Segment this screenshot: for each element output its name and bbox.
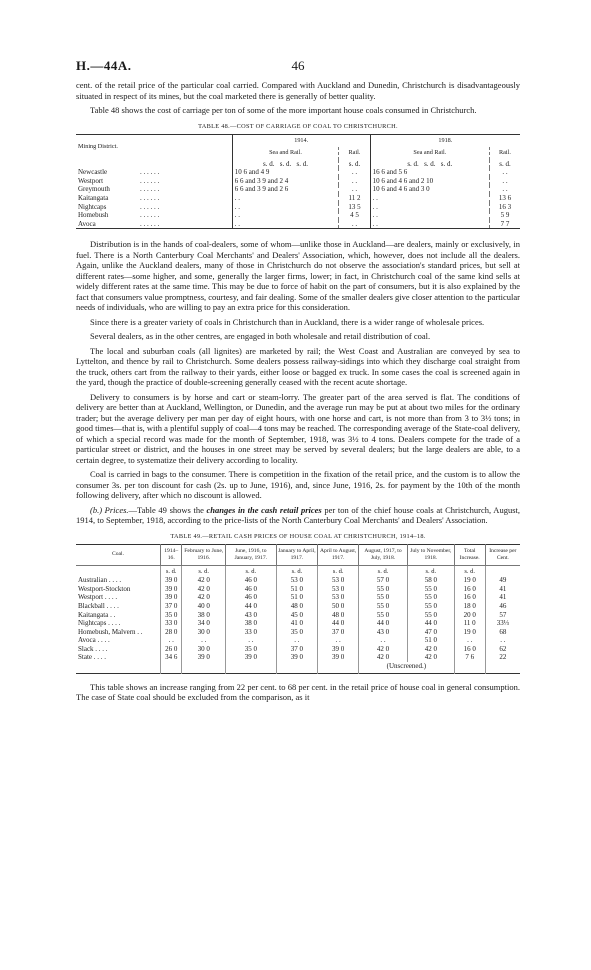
table49-cell: 18 0: [454, 602, 485, 611]
table49-cell: 35 0: [276, 628, 318, 637]
table49-cell: 33 0: [161, 619, 182, 628]
table49-cell: 42 0: [407, 653, 454, 662]
table48-cell-r14: . .: [339, 220, 370, 229]
table49-col-header: 1914–16.: [161, 544, 182, 565]
table49-unscreened-note: (Unscreened.): [359, 662, 455, 673]
table49-cell: . .: [485, 636, 520, 645]
table49-header-row: [76, 544, 520, 565]
table49-col-header: August, 1917, to July, 1918.: [359, 544, 408, 565]
table49-cell: 39 0: [161, 593, 182, 602]
table48-row: [76, 177, 520, 186]
table48-cell-r18: 16 3: [489, 203, 520, 212]
table49-cell: 55 0: [407, 611, 454, 620]
table49-cell: 53 0: [276, 576, 318, 585]
prices-label: (b.) Prices.: [90, 504, 129, 515]
report-code: H.—44A.: [76, 58, 132, 73]
table48-cell-sr18: . .: [370, 211, 489, 220]
table48-cell-r14: 13 5: [339, 203, 370, 212]
table49-cell: 48 0: [276, 602, 318, 611]
table49-cell: 33 0: [226, 628, 277, 637]
table49-cell: 35 0: [161, 611, 182, 620]
table49-cell: 34 0: [182, 619, 226, 628]
table49-cell: 43 0: [226, 611, 277, 620]
bags-paragraph: Coal is carried in bags to the consumer. There is competition in the fixation of the retail price, and the custom is to allow the consumer 3s. per ton discount for cash (2s. up to June, 1916), and, since June, 1916, 2s. for payment by the 10th of the month following delivery, after which no discount is allowed.: [76, 469, 520, 501]
table49-col-header: July to November, 1918.: [407, 544, 454, 565]
table49-coal-name: Westport . . . .: [78, 593, 118, 602]
distribution-paragraph: Distribution is in the hands of coal-dealers, some of whom—unlike those in Auckland—are dealers, mainly or exclusively, in fuel. There is a North Canterbury Coal Merchants' and Dealers' Association, which, however, does not include all the dealers. Again, unlike the Auckland dealers, many of those in Christchurch do not observe the association's standard prices, but sell at different rates—some higher, and some, generally the larger firms, lower; in fact, in Christchurch coal of the same kind sells at widely different rates at the same time. This may be due to force of habit on the part of consumers, but it is also explained by the fact that consumers value promptness, courtesy, and fair dealing. Some of the smaller dealers give closer attention to the particular needs of individuals, who are willing to pay an extra price for this consideration.: [76, 239, 520, 313]
table48-year-1914: 1914.: [232, 134, 370, 147]
table49-col-header: Total Increase.: [454, 544, 485, 565]
table49-cell: 35 0: [226, 645, 277, 654]
table49-cell: . .: [276, 636, 318, 645]
table49-row: [76, 628, 520, 637]
table49-cell: 39 0: [318, 653, 359, 662]
table48-district-name: Newcastle . . . . . .: [78, 168, 160, 177]
page-number: 46: [291, 58, 305, 73]
table48-cell-sr18: . .: [370, 220, 489, 229]
table48-unit-row: s. d. s. d. s. d. s. d. s. d. s. d. s. d. s. d.: [76, 160, 520, 169]
closing-paragraph: This table shows an increase ranging from 22 per cent. to 68 per cent. in the retail price of house coal in general consumption. The case of State coal should be excluded from the comparison, as it: [76, 681, 520, 703]
table49-cell: 55 0: [359, 611, 408, 620]
table48-cell-r18: . .: [489, 168, 520, 177]
table48-district-name: Nightcaps . . . . . .: [78, 202, 160, 211]
table49-cell: 42 0: [359, 653, 408, 662]
table49-col-header: Increase per Cent.: [485, 544, 520, 565]
table49-cell: 45 0: [276, 611, 318, 620]
table49-cell: . .: [161, 636, 182, 645]
table48-cell-sr18: 10 6 and 4 6 and 2 10: [370, 177, 489, 186]
table49-cell: 53 0: [318, 576, 359, 585]
transport-paragraph: The local and suburban coals (all lignites) are marketed by rail; the West Coast and Australian are conveyed by sea to Lyttelton, and thence by rail to Christchurch. Some dealers possess railway-sidings into which they discharge coal straight from the truck, others cart from the railway to their yards, either loose or bagged ex truck. In some cases the coal is screened again in the yard, though the practice of double-screening generally ceased with the recent acute shortage.: [76, 345, 520, 388]
table48-rail-1914: Rail.: [339, 147, 370, 160]
table48-cell-r14: . .: [339, 185, 370, 194]
table48-cell-sr14: . .: [232, 203, 339, 212]
table49-cell: 55 0: [359, 593, 408, 602]
table49-cell: 46 0: [226, 593, 277, 602]
table49-col-header: February to June, 1916.: [182, 544, 226, 565]
table49-cell: 38 0: [182, 611, 226, 620]
table48-district-name: Westport . . . . . .: [78, 176, 160, 185]
table49-col-header: April to August, 1917.: [318, 544, 359, 565]
table48-cell-r14: . .: [339, 168, 370, 177]
table48-rows: [76, 168, 520, 229]
prices-paragraph: (b.) Prices.—Table 49 shows the changes in the cash retail prices per ton of the chief house coals at Christchurch, August, 1914, to September, 1918, according to the price-lists of the North Canterbury Coal Merchants' and Dealers' Association.: [76, 504, 520, 526]
page-header: [76, 58, 520, 80]
table49-cell: 20 0: [454, 611, 485, 620]
table49-cell: 55 0: [359, 585, 408, 594]
table49-cell: 40 0: [182, 602, 226, 611]
table49-cell: 46: [485, 602, 520, 611]
table48-row: [76, 168, 520, 177]
table48-cell-r14: 11 2: [339, 194, 370, 203]
table49-cell: . .: [454, 636, 485, 645]
table49-row: [76, 645, 520, 654]
table49-cell: 39 0: [182, 653, 226, 662]
table49-cell: 11 0: [454, 619, 485, 628]
table48-cell-r18: 7 7: [489, 220, 520, 229]
table49-cell: 7 6: [454, 653, 485, 662]
table49-cell: 46 0: [226, 576, 277, 585]
table49-cell: 46 0: [226, 585, 277, 594]
table48-cell-sr18: . .: [370, 194, 489, 203]
table49-cell: 50 0: [318, 602, 359, 611]
table48-searail-1914: Sea and Rail.: [232, 147, 339, 160]
table49-cell: . .: [226, 636, 277, 645]
table49-coal-name: Kaitangata . .: [78, 610, 116, 619]
table49-cell: 55 0: [407, 585, 454, 594]
table49-cell: . .: [318, 636, 359, 645]
table49-cell: 53 0: [318, 593, 359, 602]
table49-cell: 43 0: [359, 628, 408, 637]
table49-cell: 48 0: [318, 611, 359, 620]
table49-cell: 39 0: [161, 585, 182, 594]
table49-cell: 57 0: [359, 576, 408, 585]
table49-cell: 42 0: [407, 645, 454, 654]
table49-cell: 30 0: [182, 645, 226, 654]
table48-row: [76, 211, 520, 220]
document-page: [76, 58, 520, 707]
table49-cell: 44 0: [226, 602, 277, 611]
table49-cell: 41 0: [276, 619, 318, 628]
table49-caption: TABLE 49.—RETAIL CASH PRICES OF HOUSE COAL AT CHRISTCHURCH, 1914–18.: [170, 532, 426, 540]
table49-cell: 49: [485, 576, 520, 585]
table49-cell: 51 0: [276, 593, 318, 602]
table48-cell-sr18: . .: [370, 203, 489, 212]
table49-cell: 16 0: [454, 593, 485, 602]
table48-district-name: Greymouth . . . . . .: [78, 185, 160, 194]
table48-district-name: Homebush . . . . . .: [78, 211, 160, 220]
table49-cell: 42 0: [182, 585, 226, 594]
table48-cell-r18: 5 9: [489, 211, 520, 220]
table48-row: [76, 220, 520, 229]
table48-cell-r18: . .: [489, 177, 520, 186]
table49-cell: 28 0: [161, 628, 182, 637]
table49-cell: 19 0: [454, 628, 485, 637]
table48-district-name: Avoca . . . . . .: [78, 219, 160, 228]
table49-row: [76, 636, 520, 645]
table48-cell-r14: 4 5: [339, 211, 370, 220]
table48-district-header: Mining District.: [78, 142, 118, 150]
intro-paragraph-table48: Table 48 shows the cost of carriage per ton of some of the more important house coals consumed in Christchurch.: [90, 105, 477, 115]
table49-retail-prices: [76, 544, 520, 674]
table49-cell: 37 0: [318, 628, 359, 637]
table49-cell: 62: [485, 645, 520, 654]
table49-cell: 39 0: [161, 576, 182, 585]
table49-cell: . .: [182, 636, 226, 645]
table48-cell-r14: . .: [339, 177, 370, 186]
table49-cell: 19 0: [454, 576, 485, 585]
table49-row: [76, 611, 520, 620]
table48-cell-sr14: 6 6 and 3 9 and 2 4: [232, 177, 339, 186]
table49-coal-name: Westport-Stockton: [78, 584, 131, 593]
table49-cell: 44 0: [359, 619, 408, 628]
table49-cell: 26 0: [161, 645, 182, 654]
table49-cell: 68: [485, 628, 520, 637]
table49-coal-name: Blackball . . . .: [78, 601, 119, 610]
table49-cell: 39 0: [318, 645, 359, 654]
table48-cell-sr14: 6 6 and 3 9 and 2 6: [232, 185, 339, 194]
table49-cell: 41: [485, 593, 520, 602]
table49-cell: 57: [485, 611, 520, 620]
table49-cell: 44 0: [318, 619, 359, 628]
table49-coal-name: State . . . .: [78, 653, 106, 662]
table49-cell: 33⅓: [485, 619, 520, 628]
table48-cell-sr18: 16 6 and 5 6: [370, 168, 489, 177]
table49-note-row: [76, 662, 520, 673]
table48-year-1918: 1918.: [370, 134, 520, 147]
table48-carriage-cost: [76, 134, 520, 230]
table48-cell-sr14: . .: [232, 220, 339, 229]
table49-cell: 55 0: [407, 602, 454, 611]
table49-cell: 53 0: [318, 585, 359, 594]
prices-emphasis: changes in the cash retail prices: [206, 504, 322, 515]
table48-cell-sr14: 10 6 and 4 9: [232, 168, 339, 177]
table49-cell: 58 0: [407, 576, 454, 585]
table49-cell: 16 0: [454, 585, 485, 594]
table48-row: [76, 185, 520, 194]
table49-cell: 30 0: [182, 628, 226, 637]
table48-cell-r18: 13 6: [489, 194, 520, 203]
table49-row: [76, 619, 520, 628]
table48-cell-sr14: . .: [232, 194, 339, 203]
table48-searail-1918: Sea and Rail.: [370, 147, 489, 160]
table49-cell: 34 6: [161, 653, 182, 662]
variety-paragraph: Since there is a greater variety of coals in Christchurch than in Auckland, there is a wider range of wholesale prices.: [90, 316, 485, 327]
table49-cell: 47 0: [407, 628, 454, 637]
table49-rows: [76, 565, 520, 673]
table49-cell: 42 0: [359, 645, 408, 654]
table49-row: [76, 602, 520, 611]
table49-row: [76, 576, 520, 585]
table48-cell-sr18: 10 6 and 4 6 and 3 0: [370, 185, 489, 194]
table49-coal-name: Nightcaps . . . .: [78, 619, 121, 628]
dealers-paragraph: Several dealers, as in the other centres, are engaged in both wholesale and retail distribution of coal.: [90, 331, 431, 342]
table49-cell: 42 0: [182, 593, 226, 602]
table49-cell: . .: [359, 636, 408, 645]
table49-coal-name: Slack . . . .: [78, 644, 108, 653]
table49-row: [76, 653, 520, 662]
table48-rail-1918: Rail.: [489, 147, 520, 160]
intro-paragraph: cent. of the retail price of the particular coal carried. Compared with Auckland and Dunedin, Christchurch is disadvantageously situated in respect of its mines, but the coal marketed there is generally of better quality.: [76, 80, 520, 101]
table48-cell-r18: . .: [489, 185, 520, 194]
table49-unit-row: s. d. s. d. s. d. s. d. s. d. s. d. s. d. s. d.: [76, 565, 520, 576]
table49-cell: 44 0: [407, 619, 454, 628]
table49-col-header: Coal.: [76, 544, 161, 565]
table49-cell: 16 0: [454, 645, 485, 654]
table49-cell: 51 0: [407, 636, 454, 645]
table49-cell: 37 0: [276, 645, 318, 654]
table49-cell: 55 0: [407, 593, 454, 602]
table49-cell: 38 0: [226, 619, 277, 628]
table49-cell: 39 0: [276, 653, 318, 662]
table49-cell: 51 0: [276, 585, 318, 594]
table49-col-header: January to April, 1917.: [276, 544, 318, 565]
table49-cell: 37 0: [161, 602, 182, 611]
table49-col-header: June, 1916, to January, 1917.: [226, 544, 277, 565]
table48-row: [76, 203, 520, 212]
table49-cell: 55 0: [359, 602, 408, 611]
table48-caption: TABLE 48.—COST OF CARRIAGE OF COAL TO CHRISTCHURCH.: [198, 122, 398, 130]
table48-district-name: Kaitangata . . . . . .: [78, 194, 160, 203]
table49-coal-name: Australian . . . .: [78, 576, 122, 585]
table49-cell: 42 0: [182, 576, 226, 585]
table49-cell: 22: [485, 653, 520, 662]
table49-coal-name: Homebush, Malvern . .: [78, 627, 143, 636]
table49-coal-name: Avoca . . . .: [78, 636, 110, 645]
table49-cell: 39 0: [226, 653, 277, 662]
table49-row: [76, 585, 520, 594]
table49-cell: 41: [485, 585, 520, 594]
table48-row: [76, 194, 520, 203]
table49-row: [76, 593, 520, 602]
table48-cell-sr14: . .: [232, 211, 339, 220]
delivery-paragraph: Delivery to consumers is by horse and cart or steam-lorry. The greater part of the area served is flat. The conditions of delivery are better than at Auckland, Wellington, or Dunedin, and the average run may be put at about two miles for the ordinary trader; but the average delivery per man per day of eight hours, with one horse and cart, is not more than from 3 to 3½ tons; in good times—that is, with a plentiful supply of coal—4 tons may be reached. The corresponding average of the State-coal delivery, of which a special record was made for the month of September, 1918, was 3½ to 4 tons. Dealers compete for the trade of a particular street or district, and the houses in one street may be served by several dealers; but the large dealers are able, to a certain degree, to systematize their delivery according to locality.: [76, 391, 520, 465]
